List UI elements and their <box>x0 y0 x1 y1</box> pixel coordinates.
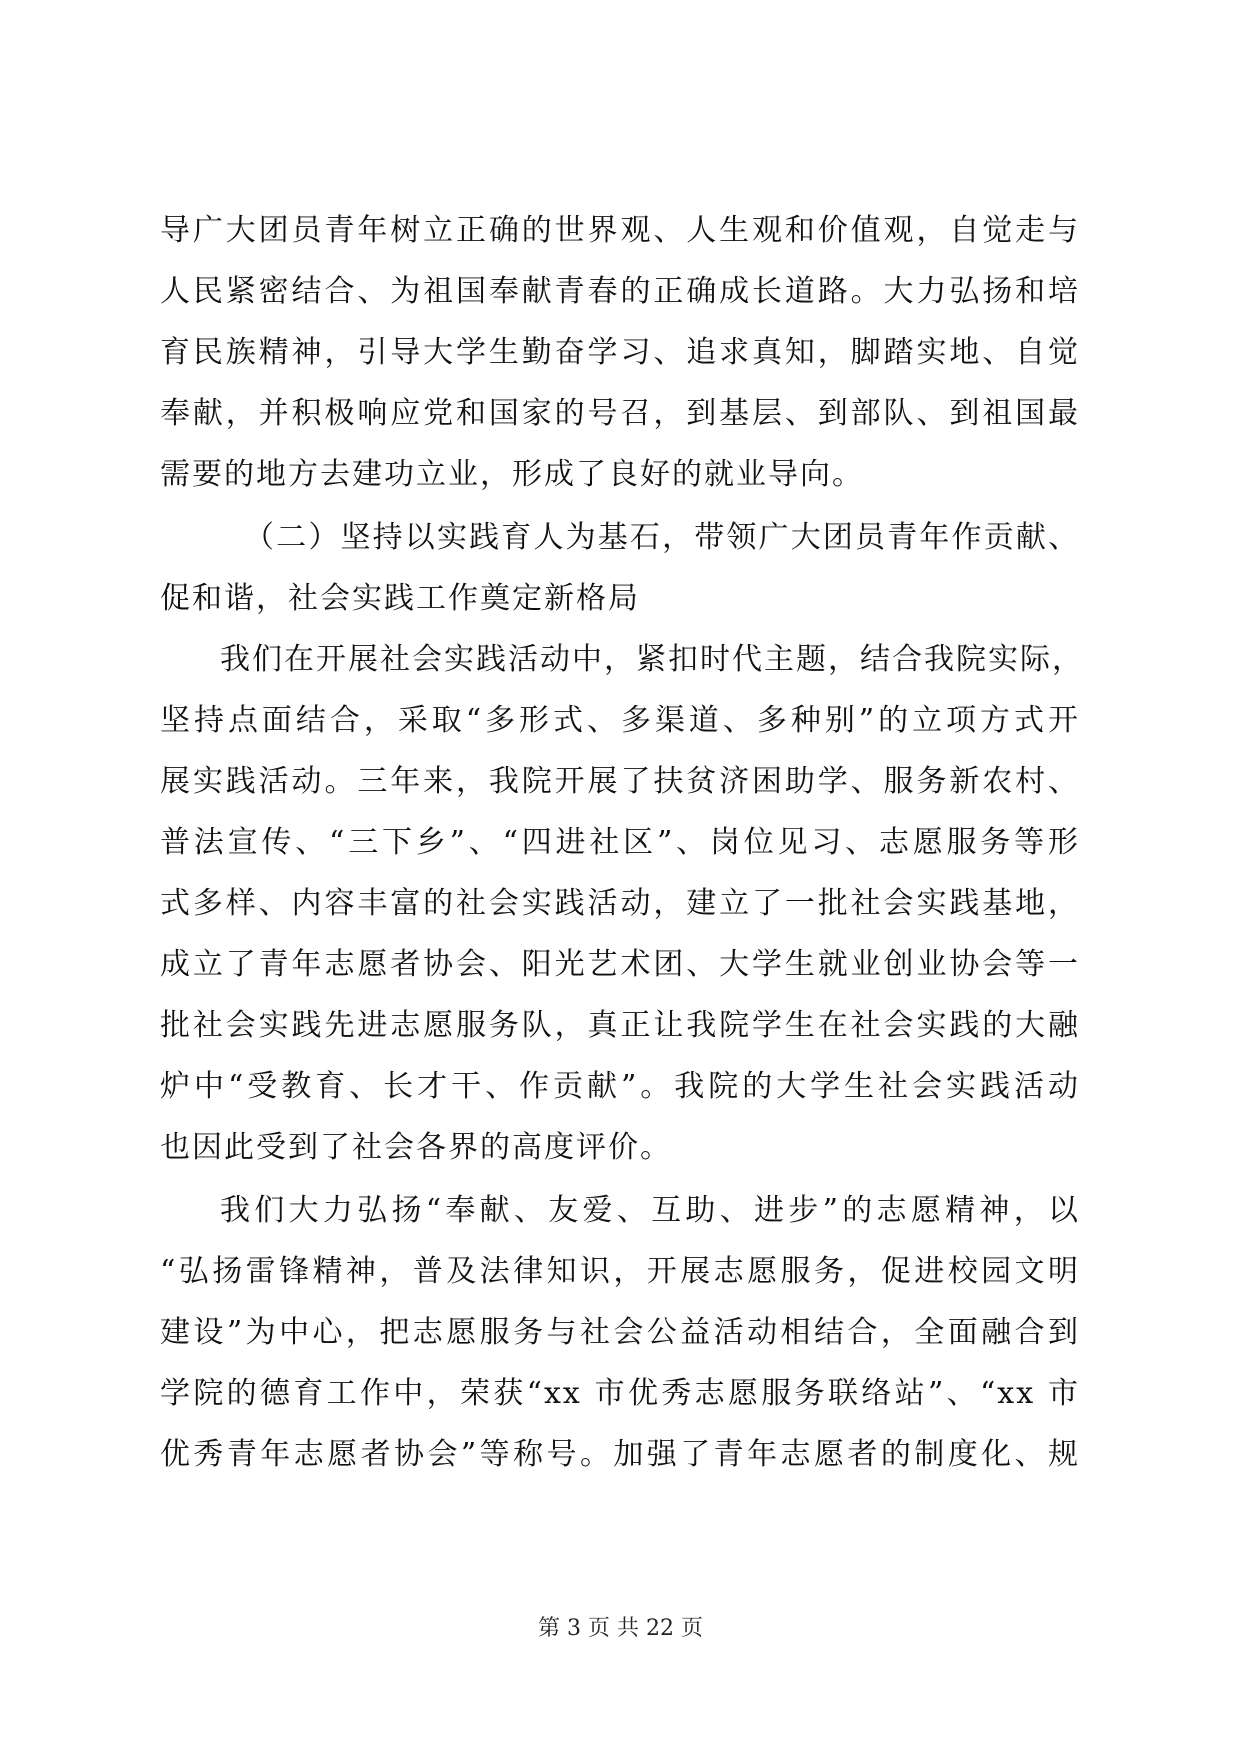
text-line: 批社会实践先进志愿服务队，真正让我院学生在社会实践的大融 <box>160 1008 1080 1043</box>
section-heading-line: 促和谐，社会实践工作奠定新格局 <box>160 581 640 616</box>
text-line: 需要的地方去建功立业，形成了良好的就业导向。 <box>160 457 864 492</box>
section-heading-line: （二）坚持以实践育人为基石，带领广大团员青年作贡献、 <box>244 520 1080 555</box>
text-line: 我们在开展社会实践活动中，紧扣时代主题，结合我院实际， <box>220 642 1084 677</box>
text-line: 坚持点面结合，采取“多形式、多渠道、多种别”的立项方式开 <box>160 703 1080 738</box>
text-line: 奉献，并积极响应党和国家的号召，到基层、到部队、到祖国最 <box>160 396 1080 431</box>
text-line: 人民紧密结合、为祖国奉献青春的正确成长道路。大力弘扬和培 <box>160 274 1080 309</box>
text-line: 建设”为中心，把志愿服务与社会公益活动相结合，全面融合到 <box>160 1315 1080 1350</box>
text-line: “弘扬雷锋精神，普及法律知识，开展志愿服务，促进校园文明 <box>160 1254 1080 1289</box>
page-number-footer: 第 3 页 共 22 页 <box>538 1616 703 1641</box>
text-line: 育民族精神，引导大学生勤奋学习、追求真知，脚踏实地、自觉 <box>160 335 1080 370</box>
text-line: 导广大团员青年树立正确的世界观、人生观和价值观，自觉走与 <box>160 213 1080 248</box>
text-line: 成立了青年志愿者协会、阳光艺术团、大学生就业创业协会等一 <box>160 947 1080 982</box>
text-line: 也因此受到了社会各界的高度评价。 <box>160 1130 672 1165</box>
text-line: 普法宣传、“三下乡”、“四进社区”、岗位见习、志愿服务等形 <box>160 825 1080 860</box>
text-line: 炉中“受教育、长才干、作贡献”。我院的大学生社会实践活动 <box>160 1069 1080 1104</box>
text-line: 优秀青年志愿者协会”等称号。加强了青年志愿者的制度化、规 <box>160 1437 1080 1472</box>
text-line: 我们大力弘扬“奉献、友爱、互助、进步”的志愿精神，以 <box>220 1193 1080 1228</box>
text-line: 学院的德育工作中，荣获“xx 市优秀志愿服务联络站”、“xx 市 <box>160 1376 1080 1411</box>
text-line: 式多样、内容丰富的社会实践活动，建立了一批社会实践基地， <box>160 886 1080 921</box>
text-line: 展实践活动。三年来，我院开展了扶贫济困助学、服务新农村、 <box>160 764 1080 799</box>
